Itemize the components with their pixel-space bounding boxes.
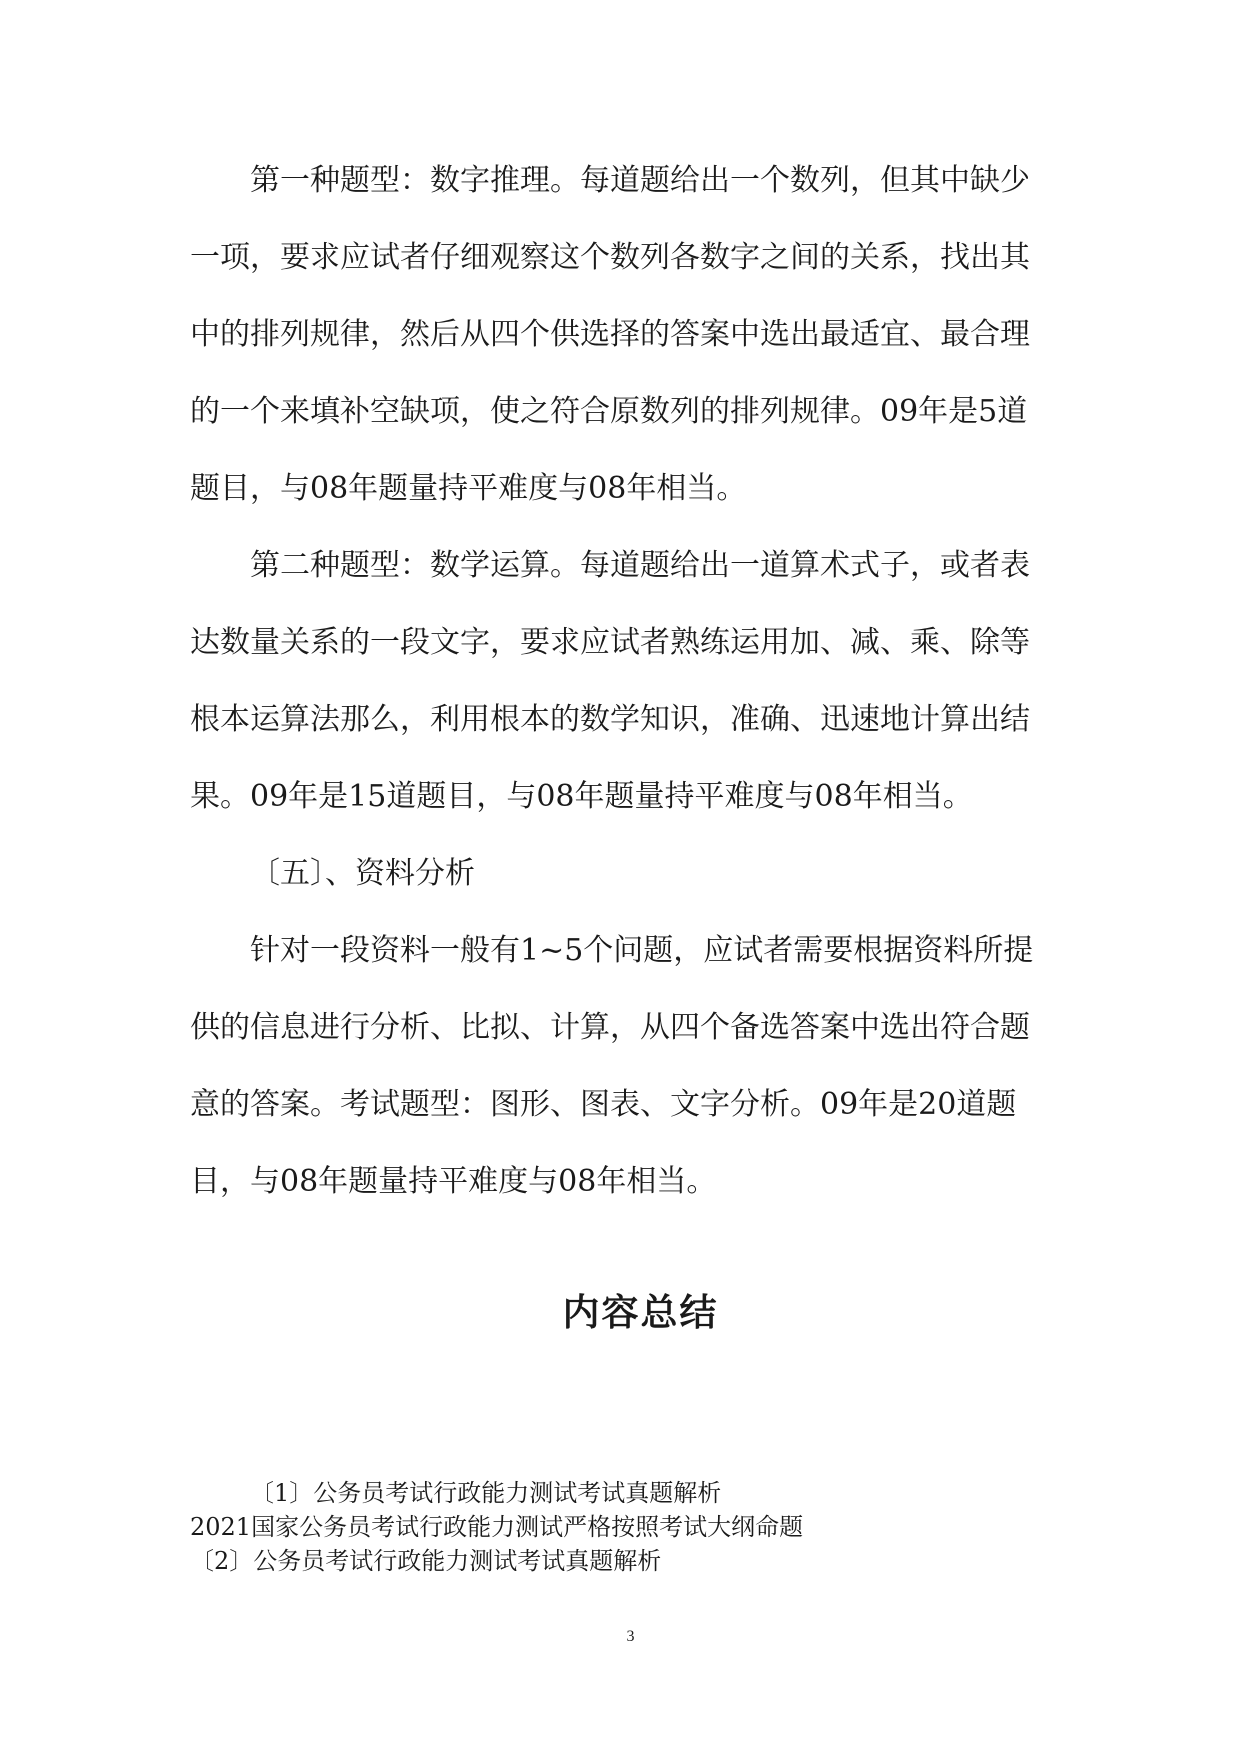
paragraph-number-reasoning: 第一种题型：数字推理。每道题给出一个数列，但其中缺少一项，要求应试者仔细观察这个数列各数字之间的关系，找出其中的排列规律，然后从四个供选择的答案中选出最适宜、最合理的一个来填补空缺项，使之符合原数列的排列规律。09年是5道题目，与08年题量持平难度与08年相当。 — [190, 163, 1030, 506]
section-heading-data-analysis: 〔五〕、资料分析 — [250, 856, 475, 891]
page-number: 3 — [626, 1628, 635, 1645]
summary-item: 〔2〕公务员考试行政能力测试考试真题解析 — [190, 1547, 662, 1575]
paragraph-math-operations: 第二种题型：数学运算。每道题给出一道算术式子，或者表达数量关系的一段文字，要求应试者熟练运用加、减、乘、除等根本运算法那么，利用根本的数学知识，准确、迅速地计算出结果。09年是15道题目，与08年题量持平难度与08年相当。 — [190, 548, 1030, 814]
paragraph-data-analysis: 针对一段资料一般有1~5个问题，应试者需要根据资料所提供的信息进行分析、比拟、计算，从四个备选答案中选出符合题意的答案。考试题型：图形、图表、文字分析。09年是20道题目，与08年题量持平难度与08年相当。 — [190, 933, 1034, 1199]
summary-item: 〔1〕公务员考试行政能力测试考试真题解析 — [250, 1479, 722, 1507]
body-text — [190, 142, 1050, 1220]
summary-item: 2021国家公务员考试行政能力测试严格按照考试大纲命题 — [190, 1513, 804, 1541]
summary-title: 内容总结 — [562, 1291, 719, 1334]
summary-list — [190, 1476, 1090, 1578]
